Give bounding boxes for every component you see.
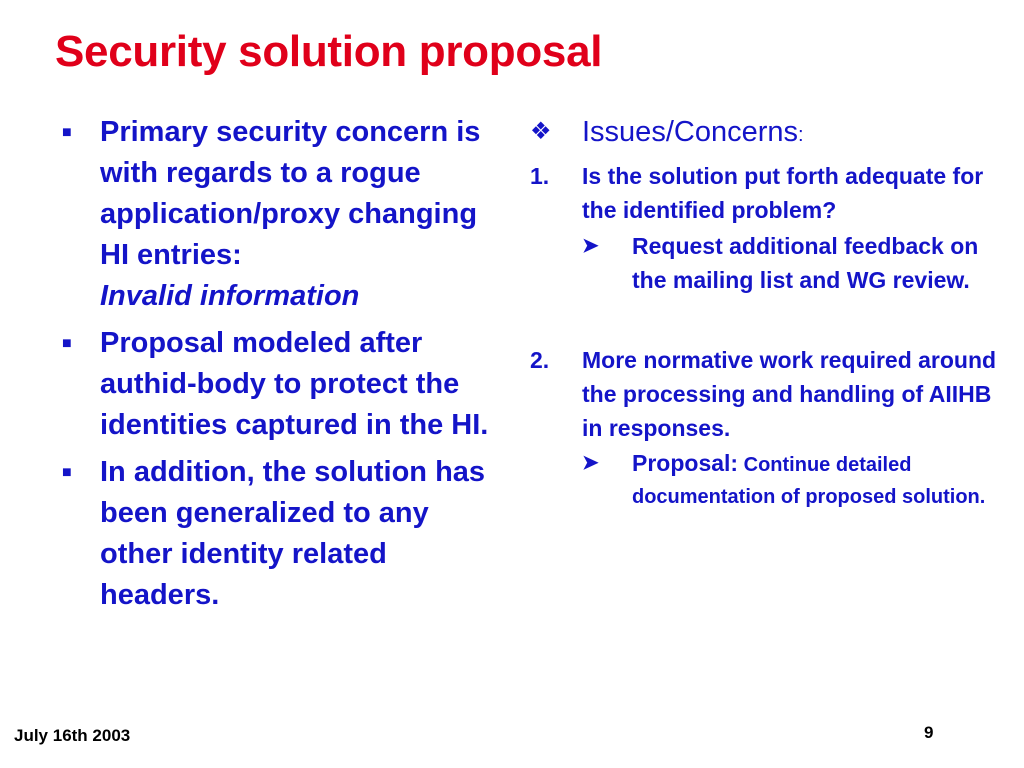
arrow-bullet-icon: ➤ <box>582 452 599 474</box>
item-number: 2. <box>530 347 550 373</box>
numbered-item <box>530 343 1000 445</box>
bullet-text: In addition, the solution has been generalized to any other identity related headers. <box>100 456 486 611</box>
bullet-text <box>100 112 502 317</box>
numbered-item <box>530 159 1000 227</box>
bullet-text-main: Primary security concern is with regards to a rogue application/proxy changing HI entries: <box>100 116 481 271</box>
diamond-bullet-icon: ❖ <box>530 118 552 145</box>
page-number: 9 <box>924 723 934 742</box>
issues-heading-colon: : <box>798 124 804 146</box>
left-bullet-list <box>62 112 502 622</box>
item-text: More normative work required around the processing and handling of AIIHB in responses. <box>582 347 997 441</box>
sub-item-text: Continue detailed documentation of proposed solution. <box>632 454 986 508</box>
issues-concerns-section <box>530 112 1000 513</box>
sub-item <box>582 229 1000 297</box>
square-bullet-icon: ■ <box>62 335 72 352</box>
bullet-text: Proposal modeled after authid-body to protect the identities captured in the HI. <box>100 327 489 441</box>
arrow-bullet-icon: ➤ <box>582 235 599 257</box>
bullet-item <box>62 112 502 317</box>
square-bullet-icon: ■ <box>62 124 72 141</box>
issues-heading <box>530 112 1000 155</box>
sub-item-text: Request additional feedback on the mailing list and WG review. <box>632 233 979 293</box>
sub-item <box>582 447 1000 513</box>
bullet-item <box>62 323 502 446</box>
sub-item-label: Proposal: <box>632 450 739 476</box>
footer-date: July 16th 2003 <box>14 726 131 745</box>
square-bullet-icon: ■ <box>62 464 72 481</box>
bullet-item <box>62 452 502 616</box>
issues-heading-text: Issues/Concerns <box>582 116 798 148</box>
item-number: 1. <box>530 163 550 189</box>
item-text: Is the solution put forth adequate for the identified problem? <box>582 163 984 223</box>
slide-title: Security solution proposal <box>55 27 603 76</box>
bullet-text-italic: Invalid information <box>100 280 360 312</box>
